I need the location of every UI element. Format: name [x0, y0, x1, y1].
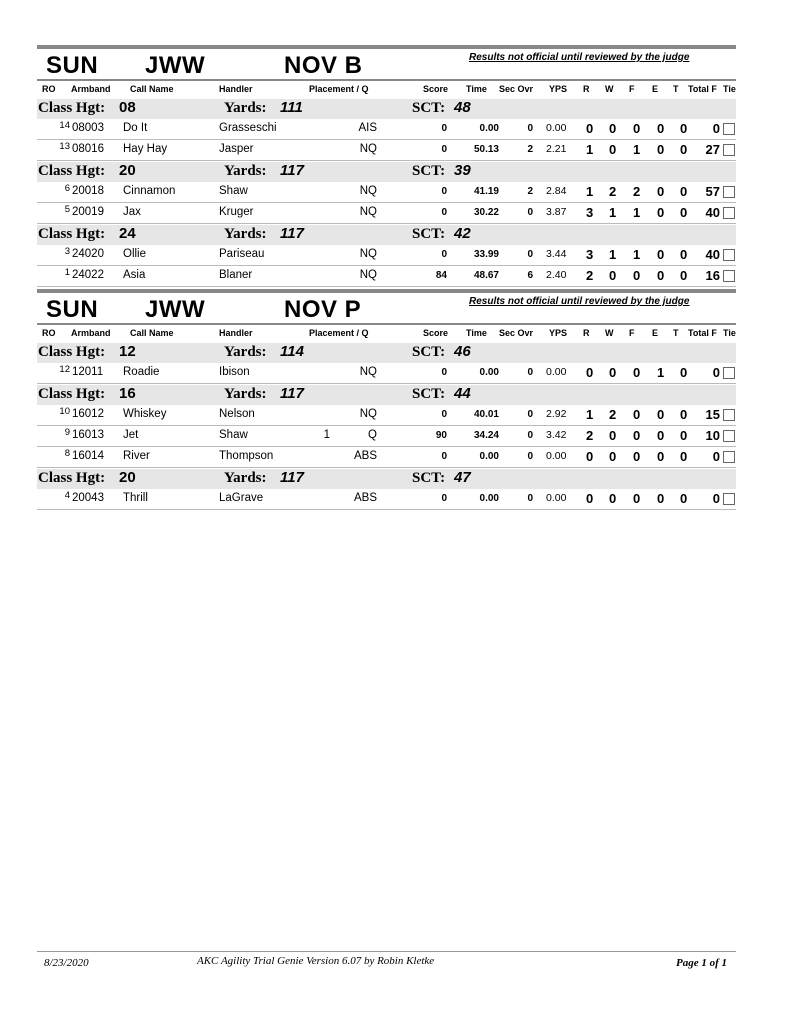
run-order: 12: [59, 364, 70, 375]
time: 34.24: [473, 430, 499, 441]
tie-checkbox[interactable]: [723, 430, 735, 442]
wrong-courses: 0: [609, 449, 617, 464]
class-level: NOV P: [284, 296, 362, 323]
table-faults: 0: [680, 449, 688, 464]
total-faults: 0: [712, 365, 720, 380]
class-height-value: 08: [119, 99, 136, 116]
refusals: 1: [586, 407, 594, 422]
qualifying-status: NQ: [359, 185, 377, 197]
sct-value: 46: [454, 343, 471, 360]
yards-value: 117: [280, 162, 304, 179]
column-header: Score: [423, 84, 449, 94]
total-faults: 15: [705, 407, 720, 422]
failures: 0: [633, 268, 641, 283]
total-faults: 10: [705, 428, 720, 443]
wrong-courses: 0: [609, 491, 617, 506]
run-order: 10: [59, 406, 70, 417]
result-row: [37, 405, 736, 426]
result-row: [37, 203, 736, 224]
failures: 0: [633, 491, 641, 506]
yards-label: Yards:: [224, 226, 267, 242]
class-height-label: Class Hgt:: [38, 100, 106, 116]
armband: 24020: [72, 248, 104, 260]
refusals: 1: [586, 142, 594, 157]
eliminations: 0: [657, 247, 665, 262]
seconds-over: 0: [527, 123, 533, 134]
footer-divider: [37, 951, 736, 952]
handler: LaGrave: [219, 492, 264, 504]
table-faults: 0: [680, 247, 688, 262]
tie-checkbox[interactable]: [723, 144, 735, 156]
handler: Jasper: [219, 143, 254, 155]
column-header: Time: [466, 328, 487, 338]
yards-label: Yards:: [224, 344, 267, 360]
column-header: F: [629, 328, 635, 338]
time: 0.00: [479, 493, 499, 504]
sct-label: SCT:: [412, 470, 446, 486]
qualifying-status: Q: [368, 429, 377, 441]
class-type: JWW: [145, 296, 206, 323]
refusals: 2: [586, 428, 594, 443]
column-header-row: [37, 325, 736, 342]
class-height-label: Class Hgt:: [38, 344, 106, 360]
call-name: Do It: [123, 122, 148, 134]
results-section: [37, 289, 736, 510]
refusals: 0: [586, 365, 594, 380]
qualifying-status: NQ: [359, 206, 377, 218]
class-type: JWW: [145, 52, 206, 79]
table-faults: 0: [680, 407, 688, 422]
handler: Shaw: [219, 429, 248, 441]
seconds-over: 2: [527, 144, 533, 155]
run-order: 14: [59, 120, 70, 131]
class-height-group-header: [37, 385, 736, 405]
table-faults: 0: [680, 268, 688, 283]
sct-value: 48: [454, 99, 471, 116]
call-name: Cinnamon: [123, 185, 176, 197]
yards-per-second: 0.00: [546, 450, 567, 462]
column-header: RO: [42, 328, 56, 338]
table-faults: 0: [680, 142, 688, 157]
eliminations: 0: [657, 428, 665, 443]
seconds-over: 2: [527, 186, 533, 197]
eliminations: 0: [657, 205, 665, 220]
table-faults: 0: [680, 121, 688, 136]
eliminations: 1: [657, 365, 665, 380]
failures: 0: [633, 365, 641, 380]
yards-per-second: 0.00: [546, 366, 567, 378]
seconds-over: 0: [527, 451, 533, 462]
armband: 12011: [72, 366, 104, 378]
yards-per-second: 3.44: [546, 248, 567, 260]
eliminations: 0: [657, 407, 665, 422]
yards-per-second: 3.42: [546, 429, 567, 441]
wrong-courses: 0: [609, 121, 617, 136]
run-order: 5: [64, 204, 70, 215]
yards-label: Yards:: [224, 100, 267, 116]
armband: 16014: [72, 450, 104, 462]
official-results-notice: Results not official until reviewed by the judge: [469, 296, 690, 307]
column-header: YPS: [549, 84, 568, 94]
qualifying-status: NQ: [359, 408, 377, 420]
armband: 20043: [72, 492, 104, 504]
class-height-group-header: [37, 99, 736, 119]
result-row: [37, 363, 736, 384]
column-header: RO: [42, 84, 56, 94]
column-header: Total F: [688, 84, 717, 94]
seconds-over: 0: [527, 430, 533, 441]
footer-date: 8/23/2020: [44, 957, 89, 969]
column-header: YPS: [549, 328, 568, 338]
column-header: E: [652, 328, 659, 338]
total-faults: 0: [712, 121, 720, 136]
column-header: Sec Ovr: [499, 84, 534, 94]
seconds-over: 0: [527, 249, 533, 260]
score: 84: [435, 270, 447, 281]
yards-value: 114: [280, 343, 304, 360]
total-faults: 0: [712, 491, 720, 506]
placement: 1: [323, 429, 330, 441]
column-header: R: [583, 328, 590, 338]
column-header: Call Name: [130, 328, 174, 338]
armband: 20019: [72, 206, 104, 218]
time: 0.00: [479, 451, 499, 462]
qualifying-status: ABS: [353, 450, 377, 462]
wrong-courses: 0: [609, 365, 617, 380]
time: 0.00: [479, 123, 499, 134]
armband: 08016: [72, 143, 104, 155]
armband: 16012: [72, 408, 104, 420]
total-faults: 57: [705, 184, 720, 199]
eliminations: 0: [657, 121, 665, 136]
result-row: [37, 266, 736, 287]
run-order: 6: [64, 183, 70, 194]
result-row: [37, 119, 736, 140]
eliminations: 0: [657, 449, 665, 464]
qualifying-status: NQ: [359, 269, 377, 281]
table-faults: 0: [680, 428, 688, 443]
result-row: [37, 426, 736, 447]
seconds-over: 0: [527, 409, 533, 420]
column-header: R: [583, 84, 590, 94]
handler: Nelson: [219, 408, 255, 420]
armband: 20018: [72, 185, 104, 197]
table-faults: 0: [680, 184, 688, 199]
result-row: [37, 140, 736, 161]
column-header: Score: [423, 328, 449, 338]
seconds-over: 0: [527, 207, 533, 218]
total-faults: 16: [705, 268, 720, 283]
eliminations: 0: [657, 142, 665, 157]
call-name: River: [123, 450, 150, 462]
failures: 1: [633, 247, 641, 262]
sct-value: 44: [454, 385, 471, 402]
call-name: Thrill: [123, 492, 148, 504]
column-header: Sec Ovr: [499, 328, 534, 338]
result-row: [37, 182, 736, 203]
time: 0.00: [479, 367, 499, 378]
failures: 2: [633, 184, 641, 199]
table-faults: 0: [680, 205, 688, 220]
class-height-label: Class Hgt:: [38, 386, 106, 402]
score: 0: [441, 367, 447, 378]
run-order: 3: [64, 246, 70, 257]
class-height-label: Class Hgt:: [38, 226, 106, 242]
yards-per-second: 2.21: [546, 143, 567, 155]
section-title-row: [37, 293, 736, 323]
time: 30.22: [473, 207, 499, 218]
refusals: 0: [586, 121, 594, 136]
qualifying-status: NQ: [359, 143, 377, 155]
refusals: 3: [586, 205, 594, 220]
yards-per-second: 0.00: [546, 492, 567, 504]
column-header: T: [673, 328, 679, 338]
seconds-over: 6: [527, 270, 533, 281]
tie-checkbox[interactable]: [723, 493, 735, 505]
results-section: [37, 45, 736, 287]
class-height-value: 12: [119, 343, 136, 360]
wrong-courses: 2: [609, 184, 617, 199]
class-height-group-header: [37, 162, 736, 182]
run-order: 8: [64, 448, 70, 459]
sct-value: 39: [454, 162, 471, 179]
score: 0: [441, 249, 447, 260]
total-faults: 0: [712, 449, 720, 464]
table-faults: 0: [680, 491, 688, 506]
qualifying-status: NQ: [359, 248, 377, 260]
yards-per-second: 2.92: [546, 408, 567, 420]
qualifying-status: NQ: [359, 366, 377, 378]
score: 0: [441, 409, 447, 420]
yards-value: 111: [280, 99, 303, 116]
handler: Shaw: [219, 185, 248, 197]
trial-day: SUN: [46, 296, 99, 323]
refusals: 2: [586, 268, 594, 283]
sct-label: SCT:: [412, 226, 446, 242]
class-height-value: 20: [119, 469, 136, 486]
armband: 16013: [72, 429, 104, 441]
seconds-over: 0: [527, 367, 533, 378]
column-header: Placement / Q: [309, 84, 369, 94]
sct-value: 47: [454, 469, 471, 486]
trial-day: SUN: [46, 52, 99, 79]
column-header: Time: [466, 84, 487, 94]
call-name: Whiskey: [123, 408, 167, 420]
wrong-courses: 1: [609, 205, 617, 220]
run-order: 9: [64, 427, 70, 438]
sct-label: SCT:: [412, 386, 446, 402]
wrong-courses: 1: [609, 247, 617, 262]
column-header: T: [673, 84, 679, 94]
yards-label: Yards:: [224, 470, 267, 486]
class-height-group-header: [37, 343, 736, 363]
eliminations: 0: [657, 184, 665, 199]
armband: 24022: [72, 269, 104, 281]
run-order: 1: [64, 267, 70, 278]
failures: 0: [633, 407, 641, 422]
sct-label: SCT:: [412, 163, 446, 179]
tie-checkbox[interactable]: [723, 207, 735, 219]
eliminations: 0: [657, 491, 665, 506]
time: 33.99: [473, 249, 499, 260]
score: 0: [441, 207, 447, 218]
column-header: Call Name: [130, 84, 174, 94]
yards-value: 117: [280, 225, 304, 242]
official-results-notice: Results not official until reviewed by the judge: [469, 52, 690, 63]
armband: 08003: [72, 122, 104, 134]
column-header: Armband: [71, 84, 111, 94]
tie-checkbox[interactable]: [723, 186, 735, 198]
section-title-row: [37, 49, 736, 79]
score: 0: [441, 144, 447, 155]
call-name: Roadie: [123, 366, 160, 378]
class-height-value: 16: [119, 385, 136, 402]
yards-per-second: 0.00: [546, 122, 567, 134]
refusals: 3: [586, 247, 594, 262]
handler: Pariseau: [219, 248, 265, 260]
result-row: [37, 489, 736, 510]
class-height-label: Class Hgt:: [38, 163, 106, 179]
class-height-group-header: [37, 469, 736, 489]
column-header-row: [37, 81, 736, 98]
handler: Blaner: [219, 269, 253, 281]
eliminations: 0: [657, 268, 665, 283]
yards-per-second: 3.87: [546, 206, 567, 218]
failures: 0: [633, 428, 641, 443]
time: 48.67: [473, 270, 499, 281]
column-header: Tie: [723, 84, 736, 94]
run-order: 4: [64, 490, 70, 501]
class-level: NOV B: [284, 52, 363, 79]
class-height-label: Class Hgt:: [38, 470, 106, 486]
score: 90: [435, 430, 447, 441]
handler: Kruger: [219, 206, 254, 218]
sct-label: SCT:: [412, 344, 446, 360]
handler: Grasseschi: [219, 122, 277, 134]
call-name: Jet: [123, 429, 139, 441]
yards-per-second: 2.84: [546, 185, 567, 197]
yards-label: Yards:: [224, 386, 267, 402]
yards-value: 117: [280, 469, 304, 486]
yards-label: Yards:: [224, 163, 267, 179]
column-header: Total F: [688, 328, 717, 338]
failures: 0: [633, 449, 641, 464]
yards-per-second: 2.40: [546, 269, 567, 281]
run-order: 13: [59, 141, 70, 152]
wrong-courses: 2: [609, 407, 617, 422]
score: 0: [441, 493, 447, 504]
handler: Thompson: [219, 450, 274, 462]
refusals: 0: [586, 449, 594, 464]
class-height-group-header: [37, 225, 736, 245]
time: 40.01: [473, 409, 499, 420]
time: 41.19: [473, 186, 499, 197]
handler: Ibison: [219, 366, 250, 378]
result-row: [37, 245, 736, 266]
class-height-value: 20: [119, 162, 136, 179]
tie-checkbox[interactable]: [723, 451, 735, 463]
qualifying-status: AIS: [358, 122, 377, 134]
tie-checkbox[interactable]: [723, 409, 735, 421]
column-header: Handler: [219, 328, 253, 338]
failures: 1: [633, 205, 641, 220]
yards-value: 117: [280, 385, 304, 402]
total-faults: 27: [705, 142, 720, 157]
column-header: Placement / Q: [309, 328, 369, 338]
column-header: E: [652, 84, 659, 94]
sct-value: 42: [454, 225, 471, 242]
score: 0: [441, 123, 447, 134]
column-header: F: [629, 84, 635, 94]
refusals: 0: [586, 491, 594, 506]
footer-page-number: Page 1 of 1: [676, 957, 728, 969]
failures: 0: [633, 121, 641, 136]
score: 0: [441, 451, 447, 462]
tie-checkbox[interactable]: [723, 123, 735, 135]
sct-label: SCT:: [412, 100, 446, 116]
call-name: Ollie: [123, 248, 147, 260]
column-header: W: [605, 84, 614, 94]
tie-checkbox[interactable]: [723, 270, 735, 282]
call-name: Hay Hay: [123, 143, 168, 155]
column-header: Handler: [219, 84, 253, 94]
call-name: Jax: [123, 206, 141, 218]
class-height-value: 24: [119, 225, 136, 242]
wrong-courses: 0: [609, 142, 617, 157]
call-name: Asia: [123, 269, 146, 281]
wrong-courses: 0: [609, 268, 617, 283]
column-header: W: [605, 328, 614, 338]
tie-checkbox[interactable]: [723, 367, 735, 379]
failures: 1: [633, 142, 641, 157]
column-header: Tie: [723, 328, 736, 338]
footer-software: AKC Agility Trial Genie Version 6.07 by Robin Kletke: [197, 955, 435, 967]
score: 0: [441, 186, 447, 197]
time: 50.13: [473, 144, 499, 155]
table-faults: 0: [680, 365, 688, 380]
total-faults: 40: [705, 205, 720, 220]
qualifying-status: ABS: [353, 492, 377, 504]
tie-checkbox[interactable]: [723, 249, 735, 261]
column-header: Armband: [71, 328, 111, 338]
total-faults: 40: [705, 247, 720, 262]
seconds-over: 0: [527, 493, 533, 504]
result-row: [37, 447, 736, 468]
wrong-courses: 0: [609, 428, 617, 443]
refusals: 1: [586, 184, 594, 199]
